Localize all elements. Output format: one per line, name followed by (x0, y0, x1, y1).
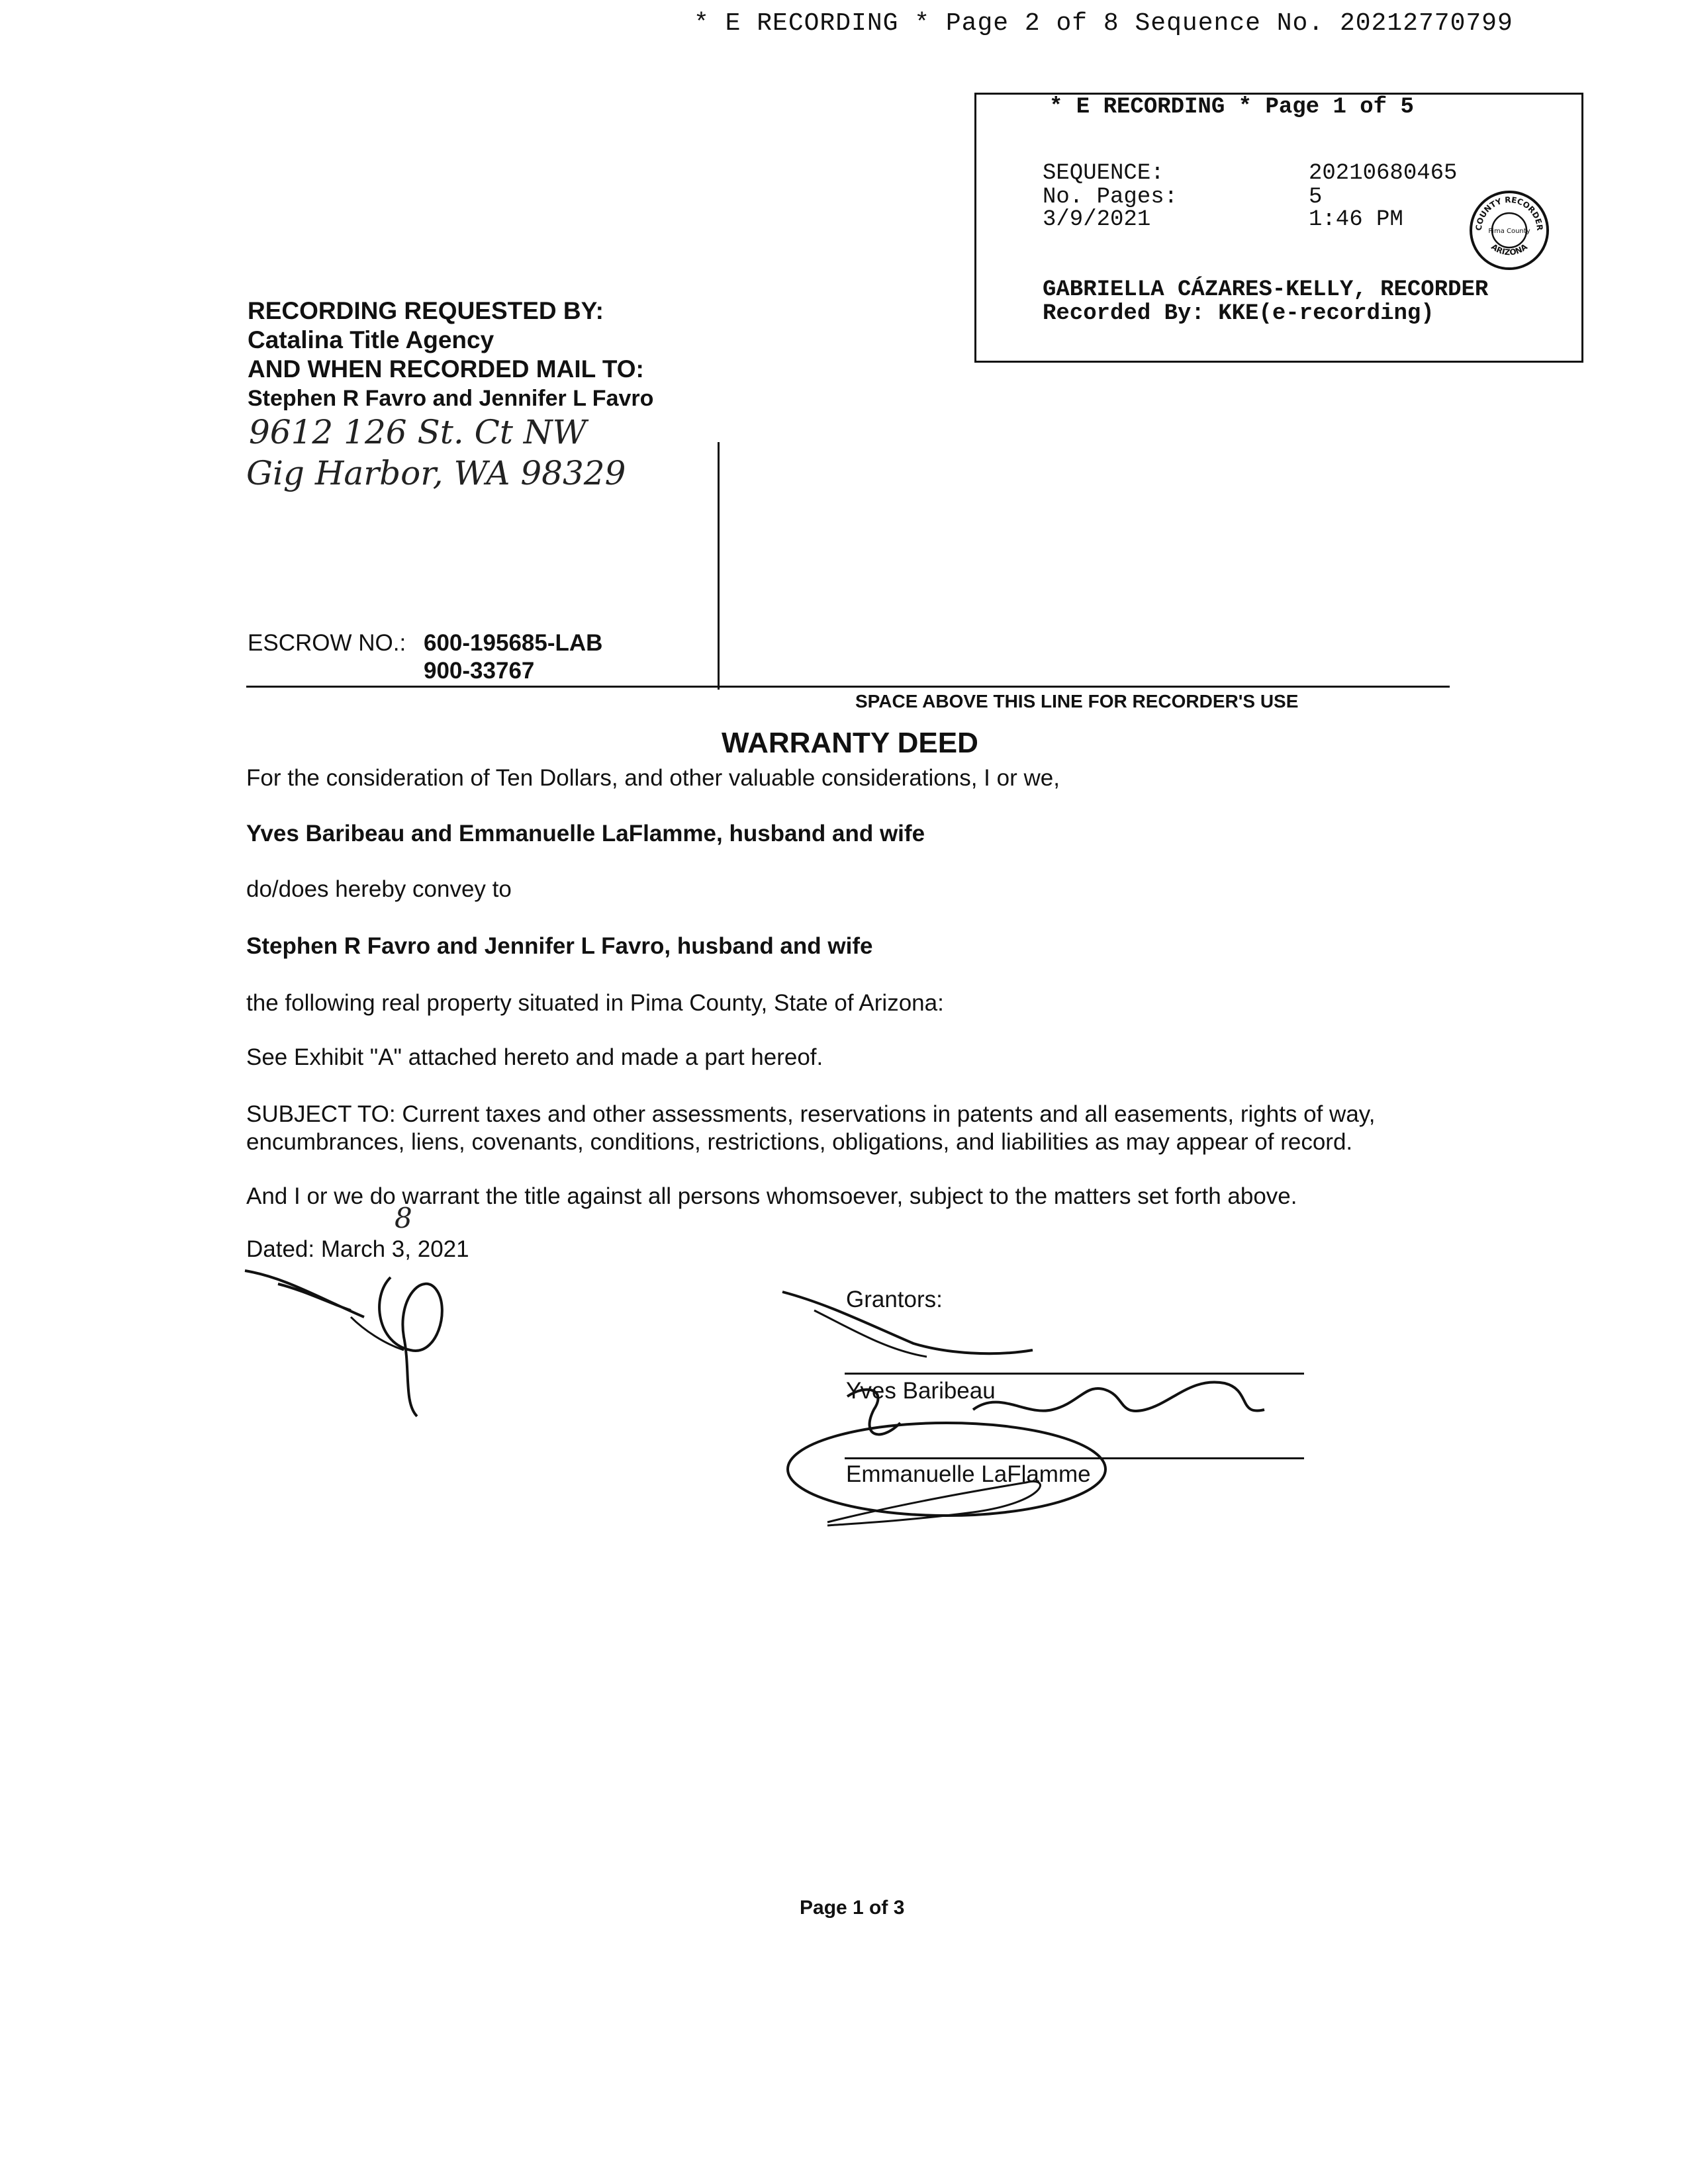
grantors-names: Yves Baribeau and Emmanuelle LaFlamme, husband and wife (246, 821, 925, 846)
escrow-number-1: 600-195685-LAB (424, 630, 603, 656)
initials-signature-icon (238, 1257, 477, 1430)
page-number: Page 1 of 3 (800, 1897, 905, 1919)
mail-to: Stephen R Favro and Jennifer L Favro (248, 386, 654, 411)
exhibit-text: See Exhibit "A" attached hereto and made a part hereof. (246, 1044, 823, 1070)
grantees-names: Stephen R Favro and Jennifer L Favro, husband and wife (246, 933, 873, 959)
dated-text: Dated: March 3, 2021 (246, 1236, 469, 1262)
pages-label: No. Pages: (1043, 185, 1178, 210)
signature-line-1 (845, 1373, 1304, 1375)
consideration-text: For the consideration of Ten Dollars, and other valuable considerations, I or we, (246, 765, 1060, 791)
recorder-name: GABRIELLA CÁZARES-KELLY, RECORDER (1043, 277, 1489, 302)
sequence-label: SEQUENCE: (1043, 161, 1164, 186)
convey-text: do/does hereby convey to (246, 876, 512, 902)
grantors-label: Grantors: (846, 1287, 943, 1312)
dated-correction: 8 (395, 1202, 412, 1234)
recorder-box-title: * E RECORDING * Page 1 of 5 (1049, 95, 1414, 120)
subject-to-line2: encumbrances, liens, covenants, conditions, restrictions, obligations, and liabilities as may appear of record. (246, 1129, 1353, 1155)
seal-bottom-text: ARIZONA (1489, 242, 1529, 257)
signer-2-name: Emmanuelle LaFlamme (846, 1461, 1091, 1487)
deed-title: WARRANTY DEED (722, 727, 978, 759)
warrant-text: And I or we do warrant the title against all persons whomsoever, subject to the matters set forth above. (246, 1183, 1297, 1209)
seal-inner-text: Pima County (1488, 228, 1530, 235)
requested-by-label: RECORDING REQUESTED BY: (248, 297, 604, 324)
mail-to-label: AND WHEN RECORDED MAIL TO: (248, 355, 644, 383)
sequence-value: 20210680465 (1309, 161, 1458, 186)
recorder-use-line (246, 686, 1450, 688)
county-seal-icon (1468, 189, 1550, 271)
recorded-by: Recorded By: KKE(e-recording) (1043, 301, 1434, 326)
subject-to-line1: SUBJECT TO: Current taxes and other assessments, reservations in patents and all easements, rights of way, (246, 1101, 1376, 1127)
recording-date: 3/9/2021 (1043, 207, 1151, 232)
pages-value: 5 (1309, 185, 1323, 210)
signer-1-name: Yves Baribeau (846, 1378, 996, 1404)
seal-top-text: COUNTY RECORDER (1474, 195, 1545, 231)
signature-line-2 (845, 1457, 1304, 1459)
escrow-label: ESCROW NO.: (248, 630, 406, 656)
recording-time: 1:46 PM (1309, 207, 1403, 232)
recording-header: * E RECORDING * Page 2 of 8 Sequence No. 20212770799 (694, 9, 1513, 38)
escrow-number-2: 900-33767 (424, 658, 535, 684)
recorder-use-note: SPACE ABOVE THIS LINE FOR RECORDER'S USE (855, 691, 1299, 711)
grantor-signatures-icon (774, 1284, 1317, 1562)
handwritten-address-line2: Gig Harbor, WA 98329 (246, 454, 626, 492)
property-text: the following real property situated in Pima County, State of Arizona: (246, 990, 944, 1016)
requested-by: Catalina Title Agency (248, 326, 494, 353)
svg-text:ARIZONA (1489, 242, 1529, 257)
handwritten-address-line1: 9612 126 St. Ct NW (249, 413, 586, 451)
vertical-divider (718, 442, 720, 690)
